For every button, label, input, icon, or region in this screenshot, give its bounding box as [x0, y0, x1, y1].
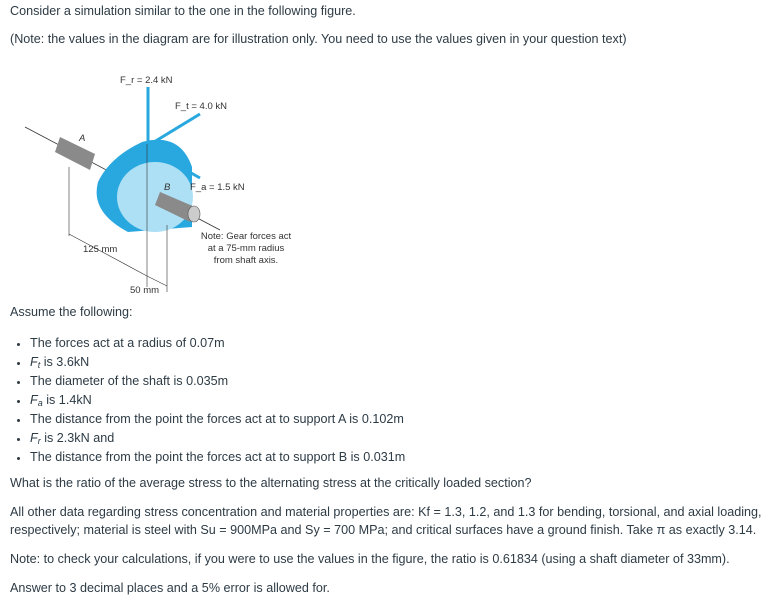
- point-b-label: B: [164, 182, 171, 193]
- ft-label: F_t = 4.0 kN: [175, 101, 228, 112]
- list-item: [30, 334, 405, 353]
- item-text: The distance from the point the forces act at to support B is 0.031m: [30, 450, 406, 464]
- shaft-left: [55, 137, 95, 170]
- symbol: F: [30, 355, 38, 369]
- list-item: [30, 353, 405, 372]
- note-line: from shaft axis.: [213, 255, 279, 266]
- check-note: Note: to check your calculations, if you were to use the values in the figure, the ratio is 0.61834 (using a shaft diameter of 33mm).: [10, 552, 730, 566]
- note-line: at a 75-mm radius: [207, 243, 285, 254]
- intro-text: Consider a simulation similar to the one in the following figure.: [10, 4, 356, 18]
- values-note: (Note: the values in the diagram are for illustration only. You need to use the values given in your question text): [10, 32, 627, 46]
- gear-shaft-figure: [20, 62, 300, 300]
- item-text: The forces act at a radius of 0.07m: [30, 336, 225, 350]
- list-item: [30, 391, 405, 410]
- dim-125-label: 125 mm: [83, 244, 118, 255]
- subscript: r: [37, 436, 41, 446]
- note-line: Note: Gear forces act: [200, 231, 292, 242]
- ft-arrow: [154, 114, 200, 142]
- fa-label: F_a = 1.5 kN: [190, 182, 245, 193]
- point-a-label: A: [79, 133, 86, 144]
- list-item: [30, 410, 405, 429]
- shaft-end: [188, 206, 200, 222]
- symbol: F: [30, 431, 38, 445]
- answer-note: Answer to 3 decimal places and a 5% error is allowed for.: [10, 581, 330, 595]
- subscript: a: [37, 398, 43, 408]
- item-text: is 2.3kN and: [40, 431, 115, 445]
- details-text: All other data regarding stress concentration and material properties are: Kf = 1.3, 1.2, and 1.3 for bending, torsional, and axial loading, respectively; material is steel with Su = 900MPa and Sy = 700 MPa; and critical surfaces have a ground finish. Take π as exactly 3.14.: [10, 505, 762, 537]
- gear-face: [117, 162, 193, 232]
- item-text: The diameter of the shaft is 0.035m: [30, 374, 229, 388]
- list-item: [30, 429, 405, 448]
- dim-50-label: 50 mm: [130, 285, 160, 296]
- item-text: is 3.6kN: [40, 355, 90, 369]
- subscript: t: [37, 360, 41, 370]
- assume-heading: Assume the following:: [10, 305, 133, 319]
- list-item: [30, 448, 405, 467]
- question-text: What is the ratio of the average stress to the alternating stress at the critically loaded section?: [10, 476, 532, 490]
- assumption-list: [10, 334, 405, 467]
- dim-line: [69, 234, 147, 276]
- item-text: The distance from the point the forces act at to support A is 0.102m: [30, 412, 404, 426]
- symbol: F: [30, 393, 38, 407]
- list-item: [30, 372, 405, 391]
- fr-label: F_r = 2.4 kN: [120, 75, 173, 86]
- item-text: is 1.4kN: [42, 393, 92, 407]
